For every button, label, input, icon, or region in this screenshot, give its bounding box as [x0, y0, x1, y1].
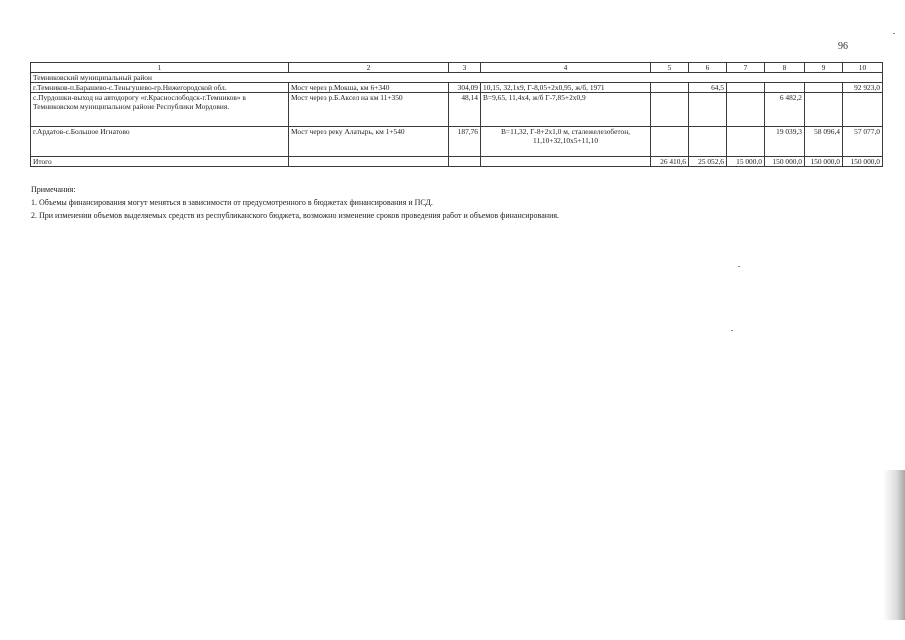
- total-col5: 26 410,6: [651, 157, 689, 167]
- total-col7: 15 000,0: [727, 157, 765, 167]
- page-number: 96: [838, 41, 848, 52]
- total-col8: 150 000,0: [765, 157, 805, 167]
- route-cell: с.Пурдошки-выход на автодорогу «г.Краснослободск-г.Темников» в Темниковском муниципальном районе Республики Мордовия.: [31, 93, 289, 127]
- col5-cell: [651, 127, 689, 157]
- col7-cell: [727, 83, 765, 93]
- route-cell: г.Темников-п.Барашево-с.Теньгушево-гр.Нижегородской обл.: [31, 83, 289, 93]
- object-cell: Мост через р.Мокша, км 6+340: [289, 83, 449, 93]
- route-cell: г.Ардатов-с.Большое Игнатово: [31, 127, 289, 157]
- col8-cell: 6 482,2: [765, 93, 805, 127]
- length-cell: 48,14: [449, 93, 481, 127]
- params-cell: 10,15, 32,1х9, Г-8,05+2х0,95, ж/б, 1971: [481, 83, 651, 93]
- object-cell: Мост через р.Б.Аксел на км 11+350: [289, 93, 449, 127]
- length-cell: 304,09: [449, 83, 481, 93]
- params-cell: В=11,32, Г-8+2х1,0 м, сталежелезобетон, 11,10+32,10х5+11,10: [481, 127, 651, 157]
- col-header-10: 10: [843, 63, 883, 73]
- scan-speck: [731, 330, 733, 331]
- col-header-9: 9: [805, 63, 843, 73]
- total-col9: 150 000,0: [805, 157, 843, 167]
- col9-cell: [805, 83, 843, 93]
- empty-cell: [481, 157, 651, 167]
- length-cell: 187,76: [449, 127, 481, 157]
- scan-speck: [738, 266, 740, 267]
- col-header-5: 5: [651, 63, 689, 73]
- empty-cell: [449, 157, 481, 167]
- col5-cell: [651, 83, 689, 93]
- region-name: Темниковский муниципальный район: [31, 73, 883, 83]
- notes-section: [31, 183, 871, 222]
- col6-cell: [689, 93, 727, 127]
- table-row: [31, 127, 883, 157]
- col9-cell: 58 096,4: [805, 127, 843, 157]
- empty-cell: [289, 157, 449, 167]
- total-row: [31, 157, 883, 167]
- col-header-4: 4: [481, 63, 651, 73]
- total-col6: 25 052,6: [689, 157, 727, 167]
- column-numbers-row: [31, 63, 883, 73]
- notes-title: Примечания:: [31, 185, 76, 194]
- col10-cell: 92 923,0: [843, 83, 883, 93]
- col10-cell: 57 077,0: [843, 127, 883, 157]
- col6-cell: [689, 127, 727, 157]
- params-cell: В=9,65, 11,4х4, ж/б Г-7,85+2х0,9: [481, 93, 651, 127]
- col7-cell: [727, 93, 765, 127]
- object-cell: Мост через реку Алатырь, км 1+540: [289, 127, 449, 157]
- note-item: 1. Объемы финансирования могут меняться в зависимости от предусмотренного в бюджетах финансирования и ПСД.: [31, 198, 433, 207]
- col-header-7: 7: [727, 63, 765, 73]
- note-item: 2. При изменении объемов выделяемых средств из республиканского бюджета, возможно изменение сроков проведения работ и объемов финансирования.: [31, 211, 560, 220]
- col6-cell: 64,5: [689, 83, 727, 93]
- scan-edge-shadow: [883, 470, 905, 620]
- col8-cell: 19 039,3: [765, 127, 805, 157]
- col8-cell: [765, 83, 805, 93]
- total-col10: 150 000,0: [843, 157, 883, 167]
- table-row: [31, 83, 883, 93]
- col-header-3: 3: [449, 63, 481, 73]
- col-header-1: 1: [31, 63, 289, 73]
- financing-table: [30, 62, 883, 167]
- col-header-8: 8: [765, 63, 805, 73]
- col-header-6: 6: [689, 63, 727, 73]
- col9-cell: [805, 93, 843, 127]
- scan-speck: [893, 33, 895, 34]
- col5-cell: [651, 93, 689, 127]
- col-header-2: 2: [289, 63, 449, 73]
- col7-cell: [727, 127, 765, 157]
- region-row: [31, 73, 883, 83]
- total-label: Итого: [31, 157, 289, 167]
- table-row: [31, 93, 883, 127]
- col10-cell: [843, 93, 883, 127]
